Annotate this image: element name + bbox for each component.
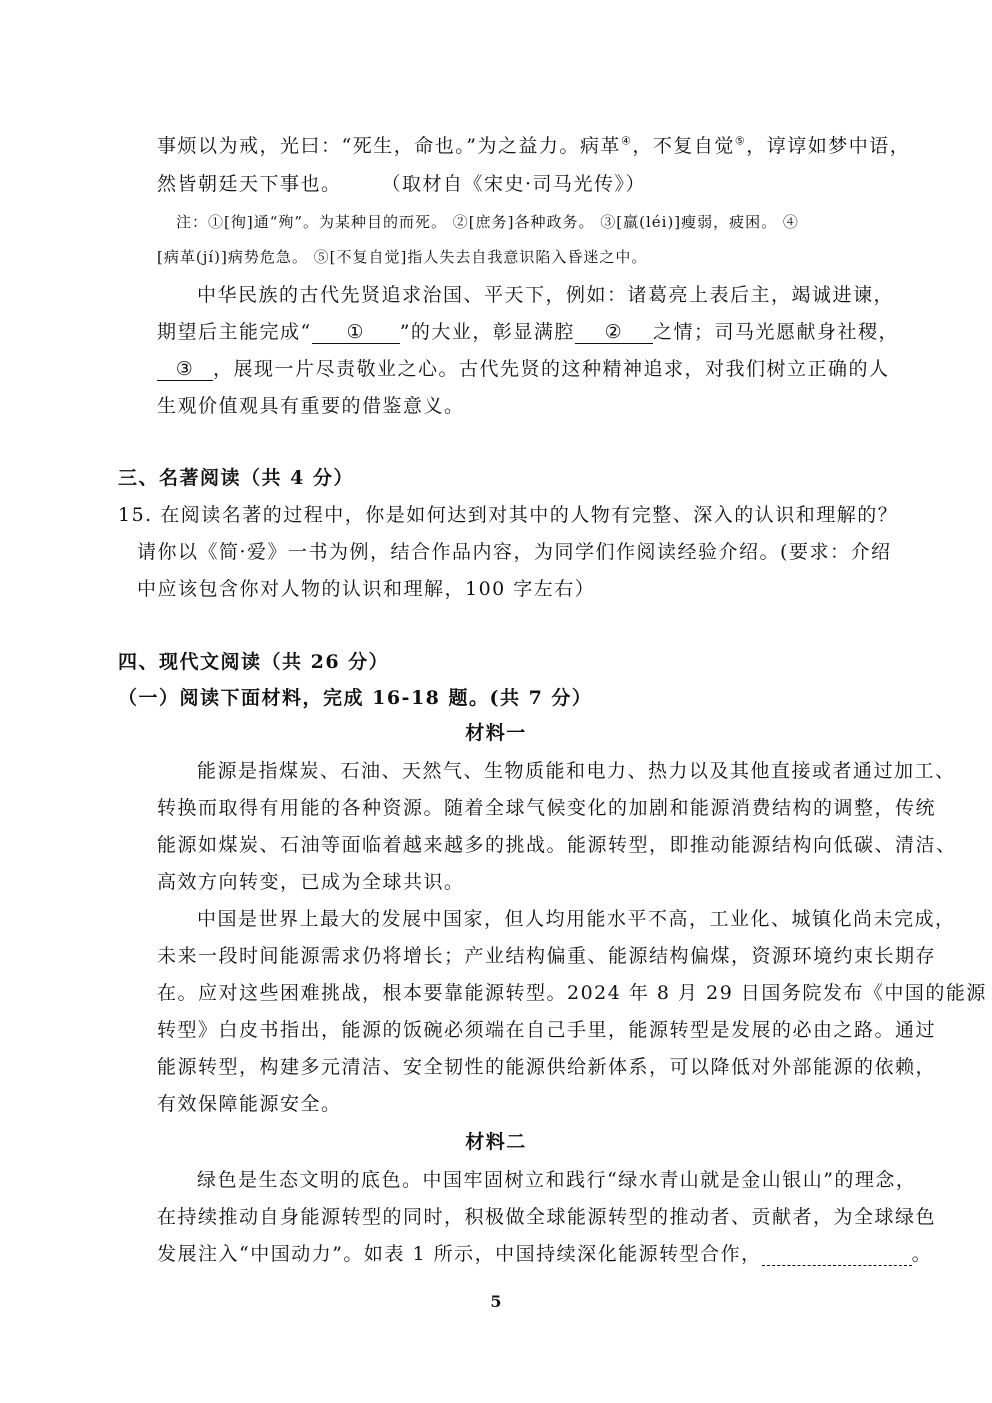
question-15-line-3: 中应该包含你对人物的认识和理解，100 字左右）: [137, 578, 596, 600]
material-2-line-3: 发展注入“中国动力”。如表 1 所示，中国持续深化能源转型合作， 。: [157, 1243, 933, 1265]
annotation-line-2: [病革(jí)]病势危急。 ⑤[不复自觉]指人失去自我意识陷入昏迷之中。: [157, 248, 648, 266]
material-2-title: 材料二: [465, 1131, 527, 1153]
material-1-line-4: 高效方向转变，已成为全球共识。: [157, 871, 465, 893]
material-1-line-3: 能源如煤炭、石油等面临着越来越多的挑战。能源转型，即推动能源结构向低碳、清洁、: [157, 834, 957, 856]
material-1-line-1: 能源是指煤炭、石油、天然气、生物质能和电力、热力以及其他直接或者通过加工、: [197, 760, 956, 782]
blank-2: ②: [575, 321, 653, 344]
material-1-line-8: 转型》白皮书指出，能源的饭碗必须端在自己手里，能源转型是发展的必由之路。通过: [157, 1019, 937, 1041]
page-number: 5: [490, 1292, 502, 1311]
material-1-line-7: 在。应对这些困难挑战，根本要靠能源转型。2024 年 8 月 29 日国务院发布《中国的能源: [157, 982, 987, 1004]
material-1-line-2: 转换而取得有用能的各种资源。随着全球气候变化的加剧和能源消费结构的调整，传统: [157, 797, 937, 819]
material-1-line-6: 未来一段时间能源需求仍将增长；产业结构偏重、能源结构偏煤，资源环境约束长期存: [157, 945, 937, 967]
question-15-line-2: 请你以《简·爱》一书为例，结合作品内容，为同学们作阅读经验介绍。(要求：介绍: [137, 541, 892, 563]
footnote-ref-4: ④: [620, 134, 633, 148]
blank-4: [762, 1243, 912, 1266]
fill-line-1: 中华民族的古代先贤追求治国、平天下，例如：诸葛亮上表后主，竭诚进谏，: [197, 284, 895, 306]
material-1-line-10: 有效保障能源安全。: [157, 1093, 342, 1115]
material-2-line-1: 绿色是生态文明的底色。中国牢固树立和践行“绿水青山就是金山银山”的理念，: [197, 1169, 917, 1191]
passage-source: （取材自《宋史·司马光传》）: [381, 173, 647, 195]
material-1-title: 材料一: [465, 722, 527, 744]
blank-3: ③: [157, 358, 213, 381]
fill-line-4: 生观价值观具有重要的借鉴意义。: [157, 395, 465, 417]
footnote-ref-5: ⑤: [734, 134, 747, 148]
section-4-heading: 四、现代文阅读（共 26 分）: [118, 651, 390, 673]
passage-line-2: 然皆朝廷天下事也。 （取材自《宋史·司马光传》）: [157, 173, 647, 195]
material-1-line-9: 能源转型，构建多元清洁、安全韧性的能源供给新体系，可以降低对外部能源的依赖，: [157, 1056, 937, 1078]
blank-1: ①: [312, 321, 400, 344]
fill-line-3: ③ ，展现一片尽责敬业之心。古代先贤的这种精神追求，对我们树立正确的人: [157, 357, 890, 381]
section-4-subheading: （一）阅读下面材料，完成 16-18 题。(共 7 分）: [118, 687, 593, 709]
passage-line-1: 事烦以为戒，光曰：“死生，命也。”为之益力。病革④，不复自觉⑤，谆谆如梦中语，: [157, 134, 911, 157]
fill-line-2: 期望后主能完成“ ① ”的大业，彰显满腔 ② 之情；司马光愿献身社稷，: [157, 321, 899, 343]
annotation-line-1: 注：①[徇]通“殉”。为某种目的而死。 ②[庶务]各种政务。 ③[羸(léi)]瘦弱，疲困。 ④: [176, 213, 799, 231]
material-2-line-2: 在持续推动自身能源转型的同时，积极做全球能源转型的推动者、贡献者，为全球绿色: [157, 1206, 937, 1228]
section-3-heading: 三、名著阅读（共 4 分）: [118, 467, 354, 489]
question-15-line-1: 15. 在阅读名著的过程中，你是如何达到对其中的人物有完整、深入的认识和理解的？: [118, 504, 899, 526]
material-1-line-5: 中国是世界上最大的发展中国家，但人均用能水平不高，工业化、城镇化尚未完成，: [197, 908, 956, 930]
